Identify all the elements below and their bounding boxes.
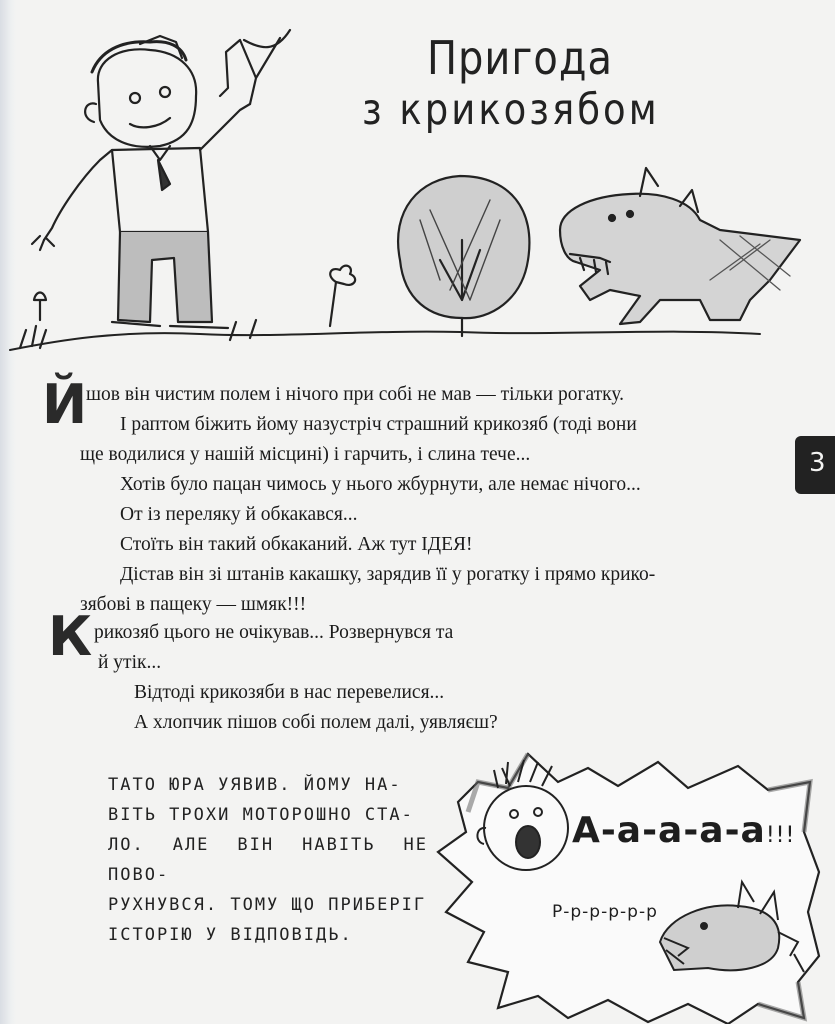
text-line: й утік...	[98, 652, 162, 673]
scream-bubble-illustration	[438, 742, 819, 1024]
scream-text	[572, 810, 795, 851]
title-line-1: Пригода	[426, 32, 614, 86]
note-line: ВІТЬ ТРОХИ МОТОРОШНО СТА-	[108, 805, 414, 825]
text-line: А хлопчик пішов собі полем далі, уявляєш?	[134, 712, 498, 733]
text-line: Дістав він зі штанів какашку, зарядив її у рогатку і прямо крико-	[120, 564, 656, 585]
text-line: Хотів було пацан чимось у нього жбурнути, але немає нічого...	[120, 474, 641, 495]
paragraph-1-body	[80, 410, 726, 620]
title-line-2: з крикозябом	[362, 84, 660, 135]
text-line: зябові в пащеку — шмяк!!!	[80, 594, 307, 615]
side-tab-number: 3	[809, 448, 826, 478]
scream-exclamation: !!!	[765, 823, 796, 848]
text-line: І раптом біжить йому назустріч страшний крикозяб (тоді вони	[120, 414, 637, 435]
text-line: ще водилися у нашій місцині) і гарчить, і слина тече...	[80, 444, 531, 465]
story-title	[340, 32, 700, 135]
note-line: ЛО. АЛЕ ВІН НАВІТЬ НЕ ПОВО-	[108, 835, 428, 885]
text-line: От із переляку й обкакався...	[120, 504, 358, 525]
note-line: ТАТО ЮРА УЯВИВ. ЙОМУ НА-	[108, 775, 402, 795]
paragraph-1-first-line: шов він чистим полем і нічого при собі не мав — тільки рогатку.	[86, 384, 625, 405]
text-line: Відтоді крикозяби в нас перевелися...	[134, 682, 445, 703]
handwritten-note	[108, 770, 428, 950]
scream-letters: А-а-а-а-а	[572, 810, 766, 851]
text-line: Стоїть він такий обкаканий. Аж тут ІДЕЯ!	[120, 534, 473, 555]
dropcap-second: К	[48, 605, 93, 668]
dropcap-first: Й	[42, 373, 88, 436]
paragraph-2-first-line: рикозяб цього не очікував... Розвернувся та	[94, 622, 454, 643]
note-line: ІСТОРІЮ У ВІДПОВІДЬ.	[108, 925, 353, 945]
page-side-tab	[795, 436, 835, 494]
growl-text: Р-р-р-р-р-р	[552, 902, 658, 922]
paragraph-2-body	[80, 648, 640, 738]
note-line: РУХНУВСЯ. ТОМУ ЩО ПРИБЕРІГ	[108, 895, 427, 915]
